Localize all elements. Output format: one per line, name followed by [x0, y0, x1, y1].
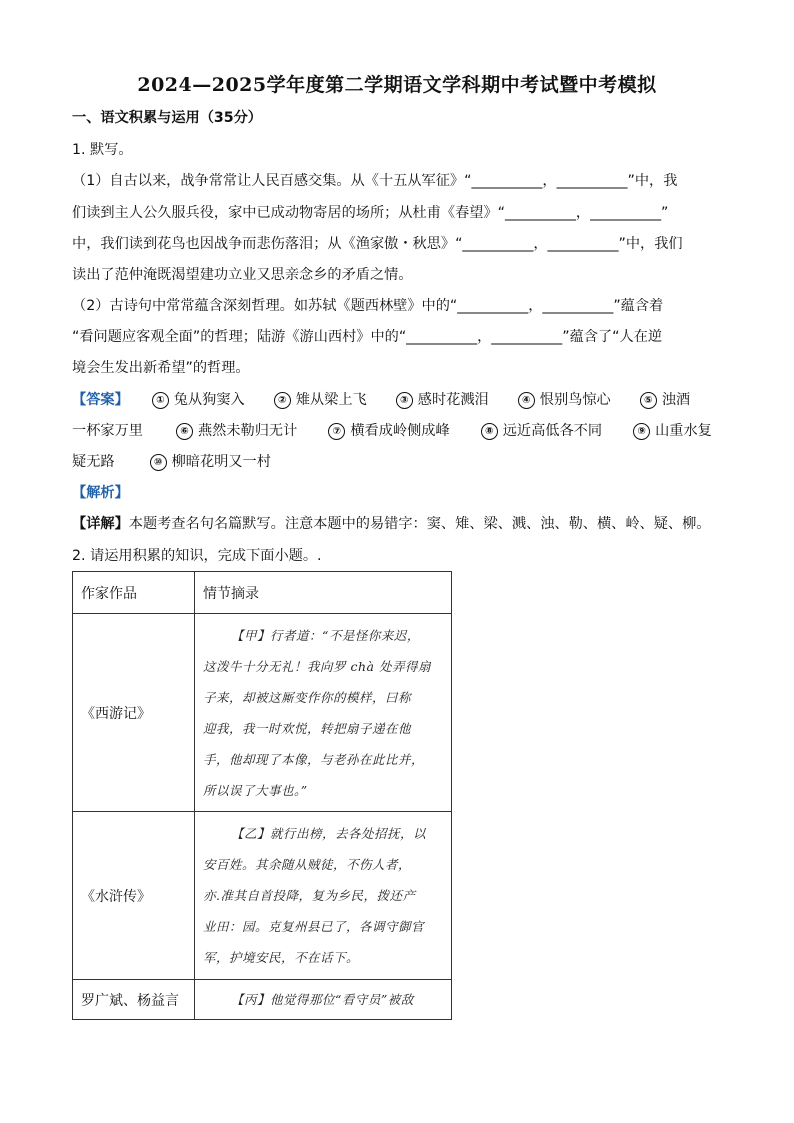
q1-part2-line2: “看问题应客观全面”的哲理；陆游《游山西村》中的“__________，__________”蕴含了“人在逆 [72, 329, 663, 345]
q1-part1-line1: （1）自古以来，战争常常让人民百感交集。从《十五从军征》“__________，__________”中，我 [72, 173, 678, 189]
answer-number: ② [274, 392, 291, 409]
page-title: 2024—2025学年度第二学期语文学科期中考试暨中考模拟 [137, 74, 657, 96]
table-cell-work: 《西游记》 [73, 614, 195, 812]
answer-item: ⑦ 横看成岭侧成峰 [328, 421, 449, 441]
excerpt-table [72, 571, 452, 1020]
analysis-label: 【解析】 [72, 485, 129, 501]
section-heading: 一、语文积累与运用（35分） [72, 110, 262, 126]
answer-item: ⑩ 柳暗花明又一村 [150, 452, 271, 472]
table-header: 情节摘录 [195, 572, 452, 614]
table-cell-excerpt: 【乙】就行出榜，去各处招抚，以 安百姓。其余随从贼徒，不伤人者， 亦.准其自首投降，复为乡民，拨还产 业田：园。克复州县已了，各调守御官 军，护境安民，不在话下。 [195, 812, 452, 980]
q1-part1-line4: 读出了范仲淹既渴望建功立业又思亲念乡的矛盾之情。 [72, 267, 413, 283]
answer-label: 【答案】 [72, 392, 129, 408]
table-cell-excerpt: 【甲】行者道：“不是怪你来迟， 这泼牛十分无礼！我向罗 chà 处弄得扇 子来，却被这厮变作你的模样，曰称 迎我，我一时欢悦，转把扇子递在他 手，他却现了本像，与老孙在此比并， 所以误了大事也。” [195, 614, 452, 812]
answer-line-2 [72, 421, 712, 441]
answer-item: ④ 恨别鸟惊心 [518, 390, 611, 410]
table-header: 作家作品 [73, 572, 195, 614]
table-row [73, 614, 452, 812]
answer-continuation: 一杯家万里 [72, 423, 143, 439]
q1-part2-line3: 境会生发出新希望”的哲理。 [72, 360, 250, 376]
table-header-row [73, 572, 452, 614]
answer-number: ⑨ [633, 423, 650, 440]
answer-item: ⑧ 远近高低各不同 [481, 421, 602, 441]
answer-item: ⑨ 山重水复 [633, 421, 712, 441]
answer-line-3 [72, 452, 271, 472]
table-cell-work: 罗广斌、杨益言 [73, 980, 195, 1020]
question-2-label: 2. 请运用积累的知识，完成下面小题。. [72, 548, 322, 564]
answer-item: ⑥ 燕然未勒归无计 [176, 421, 297, 441]
detail-line [72, 514, 710, 534]
table-cell-excerpt: 【丙】他觉得那位“看守员”被敌 [195, 980, 452, 1020]
answer-item: ① 兔从狗窦入 [152, 390, 245, 410]
answer-item: ③ 感时花溅泪 [396, 390, 489, 410]
answer-number: ⑦ [328, 423, 345, 440]
answer-number: ④ [518, 392, 535, 409]
answer-item: ② 雉从梁上飞 [274, 390, 367, 410]
answer-number: ⑧ [481, 423, 498, 440]
answer-line-1 [72, 390, 690, 410]
detail-label: 【详解】 [72, 516, 129, 532]
q1-part1-line3: 中，我们读到花鸟也因战争而悲伤落泪；从《渔家傲・秋思》“__________，__________”中，我们 [72, 236, 683, 252]
q1-part2-line1: （2）古诗句中常常蕴含深刻哲理。如苏轼《题西林壁》中的“__________，__________”蕴含着 [72, 298, 664, 314]
table-cell-work: 《水浒传》 [73, 812, 195, 980]
answer-number: ⑤ [640, 392, 657, 409]
detail-text: 本题考查名句名篇默写。注意本题中的易错字：窦、雉、梁、溅、浊、勒、横、岭、疑、柳。 [128, 516, 711, 532]
answer-number: ⑩ [150, 454, 167, 471]
answer-number: ⑥ [176, 423, 193, 440]
answer-number: ③ [396, 392, 413, 409]
answer-number: ① [152, 392, 169, 409]
q1-part1-line2: 们读到主人公久服兵役，家中已成动物寄居的场所；从杜甫《春望》“__________，__________” [72, 205, 669, 221]
table-row [73, 812, 452, 980]
table-row [73, 980, 452, 1020]
question-1-label: 1. 默写。 [72, 142, 133, 158]
answer-item: ⑤ 浊酒 [640, 390, 690, 410]
answer-continuation: 疑无路 [72, 454, 115, 470]
